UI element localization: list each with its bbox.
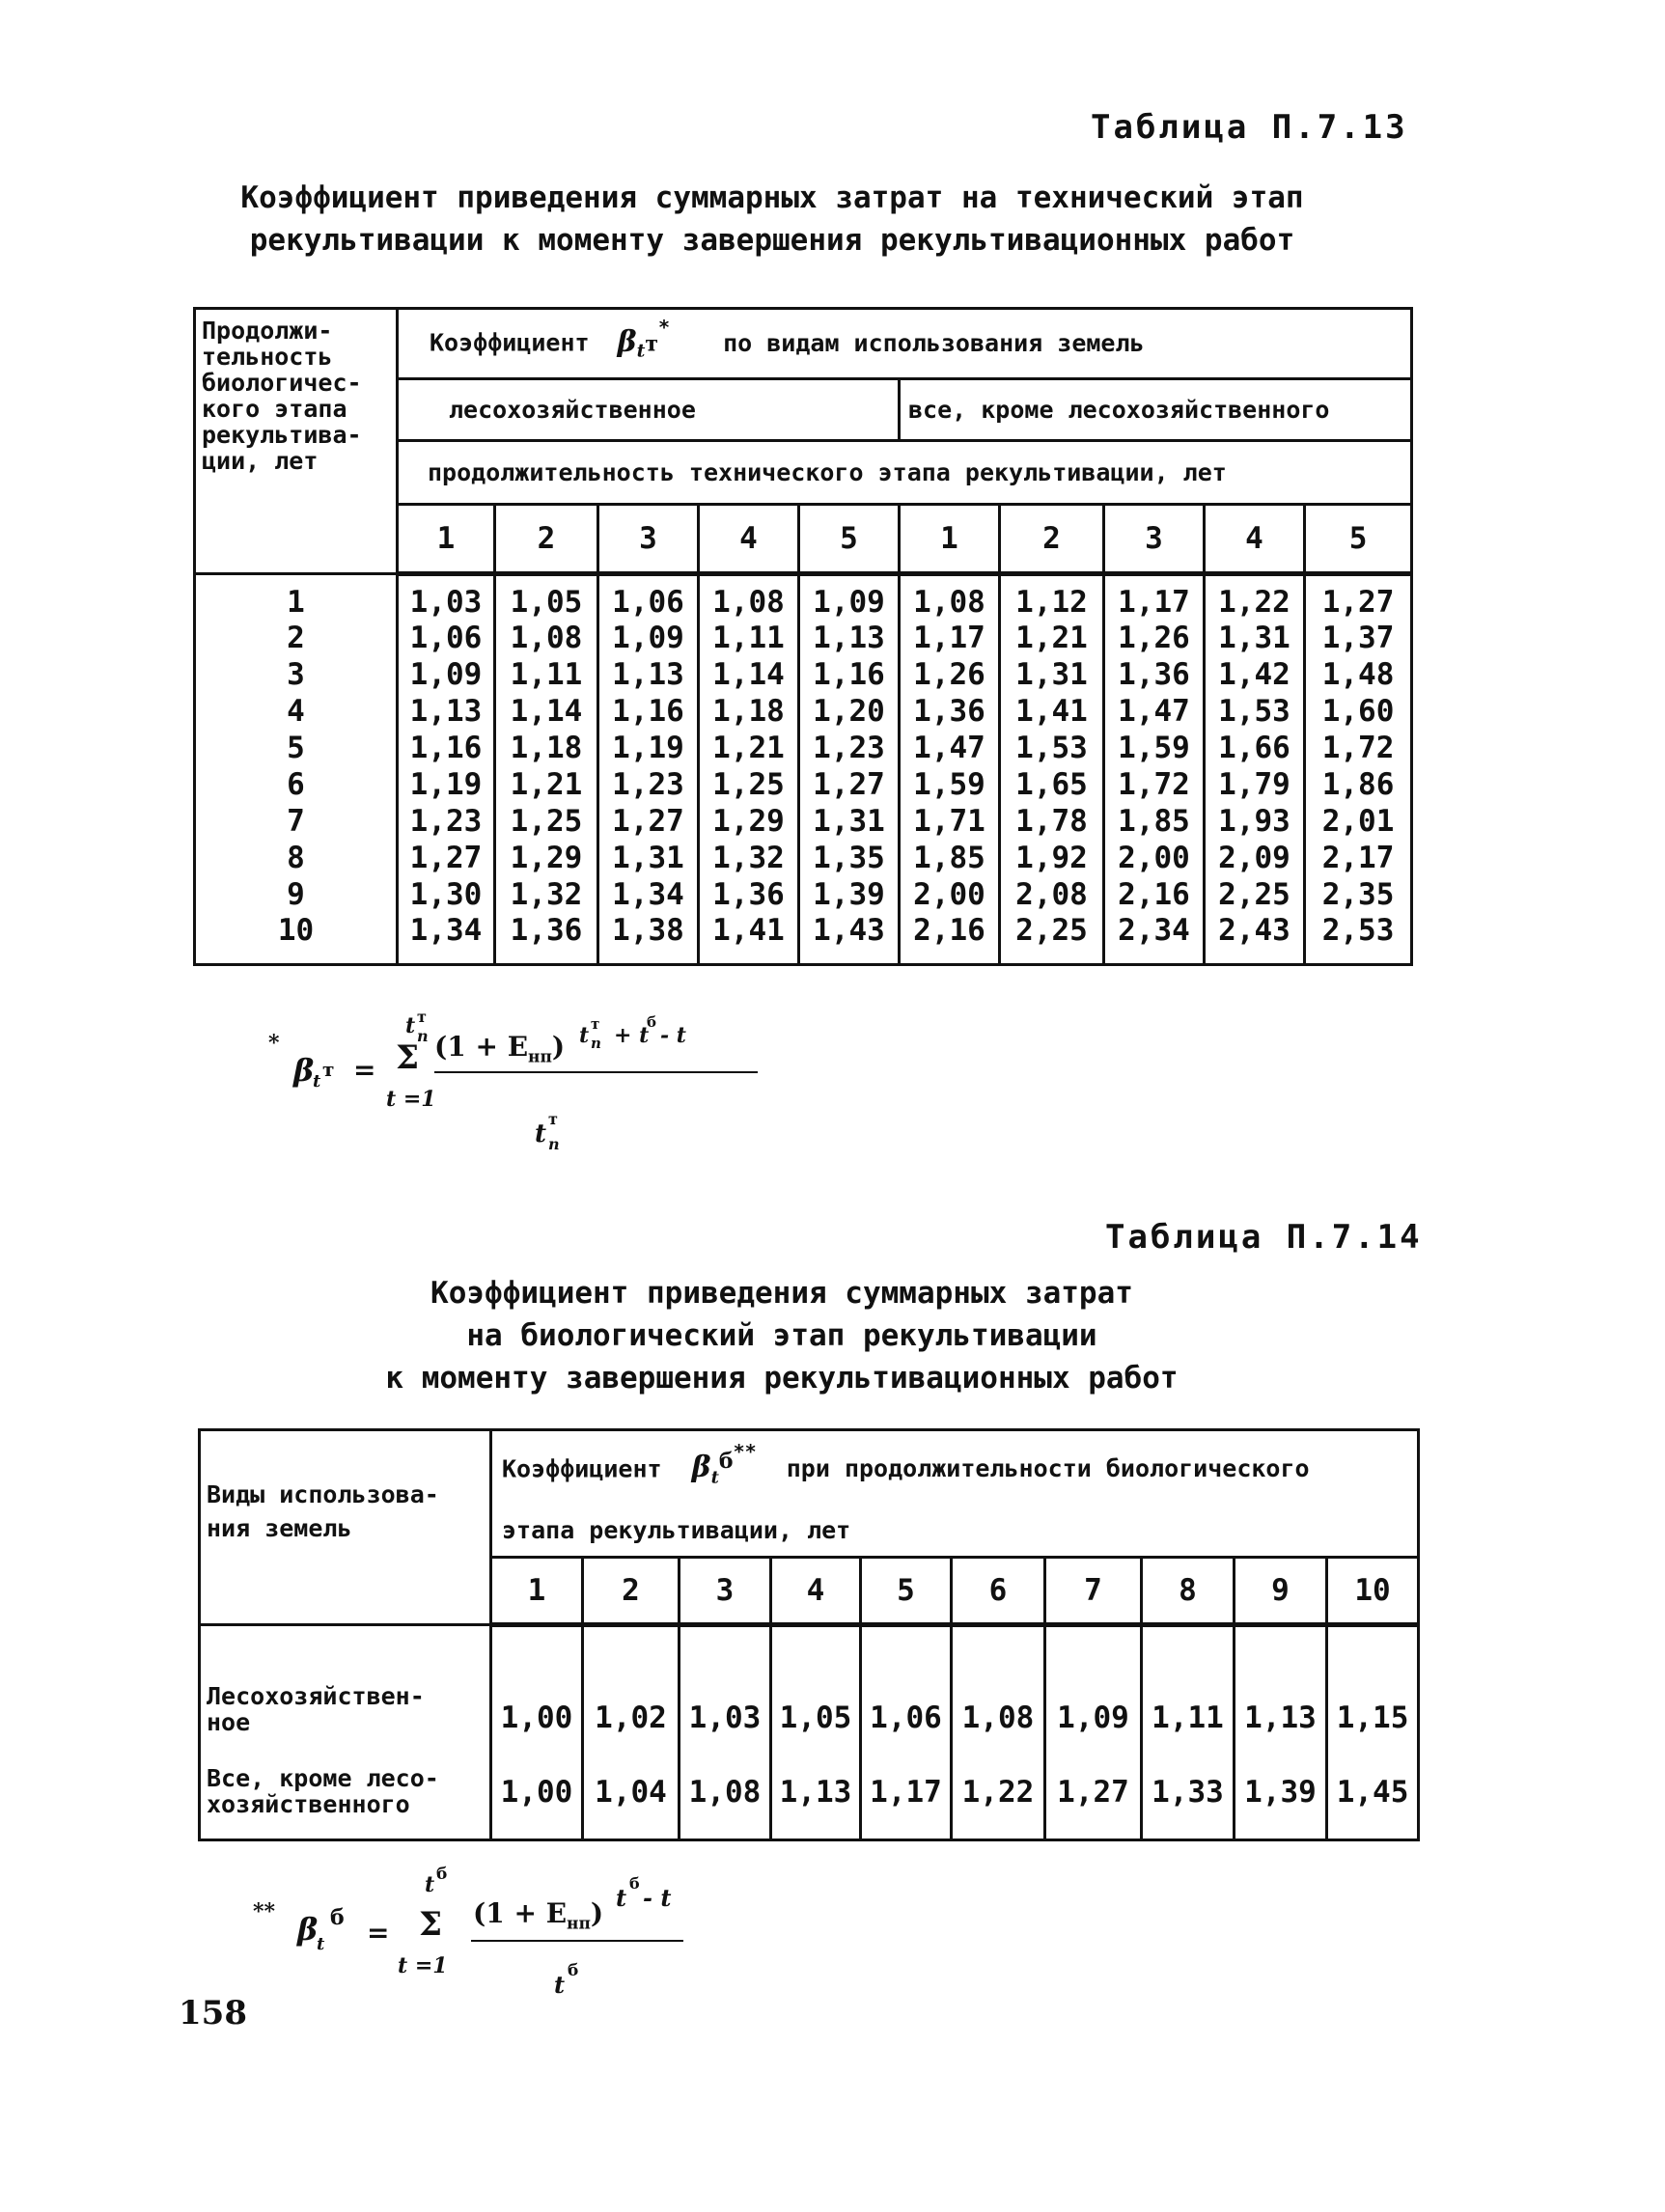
denominator-base: t — [554, 1971, 566, 1999]
value-cell: 1,21 — [1000, 620, 1104, 656]
beta-sup: т — [322, 1058, 335, 1081]
value-cell: 2,09 — [1205, 840, 1305, 876]
corner-line: Продолжи- — [202, 317, 333, 345]
value-cell: 1,71 — [900, 803, 1000, 840]
beta-sup: б — [718, 1449, 734, 1474]
col-year: 3 — [1104, 505, 1205, 574]
exponent-rest-sup: б — [647, 1013, 657, 1031]
table-row — [195, 876, 1412, 913]
col-year: 1 — [491, 1558, 583, 1625]
table-row — [200, 1625, 1419, 1749]
beta-symbol: β — [691, 1451, 711, 1485]
value-cell: 1,47 — [900, 730, 1000, 766]
value-cell: 1,13 — [799, 620, 900, 656]
value-cell: 1,59 — [900, 766, 1000, 803]
value-cell: 1,29 — [495, 840, 598, 876]
sum-upper-sub: п — [417, 1027, 429, 1045]
corner-line: биологичес- — [202, 369, 362, 397]
coef-header-prefix: Коэффициент — [502, 1454, 662, 1483]
value-cell: 1,05 — [771, 1625, 861, 1749]
row-year-cell: 5 — [195, 730, 398, 766]
numerator-base: (1 + E — [473, 1897, 568, 1929]
formula2 — [253, 1865, 707, 2017]
value-cell: 1,38 — [598, 913, 699, 965]
row-label-line: ное — [207, 1707, 251, 1736]
value-cell: 1,23 — [799, 730, 900, 766]
value-cell: 1,20 — [799, 693, 900, 730]
value-cell: 1,00 — [491, 1749, 583, 1840]
value-cell: 1,06 — [598, 574, 699, 620]
col-year: 8 — [1142, 1558, 1235, 1625]
value-cell: 1,60 — [1305, 693, 1412, 730]
numerator-base: (1 + E — [434, 1031, 529, 1063]
value-cell: 1,32 — [495, 876, 598, 913]
fraction-bar — [434, 1071, 758, 1073]
exponent-base: t — [579, 1023, 590, 1048]
value-cell: 1,93 — [1205, 803, 1305, 840]
equals-sign: = — [353, 1054, 376, 1086]
value-cell: 1,72 — [1305, 730, 1412, 766]
row-label-line: Все, кроме лесо- — [207, 1764, 439, 1792]
row-year-cell: 6 — [195, 766, 398, 803]
coef-header-suffix: при продолжительности биологического — [786, 1454, 1310, 1483]
col-year: 10 — [1327, 1558, 1419, 1625]
value-cell: 1,39 — [799, 876, 900, 913]
sum-symbol: Σ — [396, 1038, 420, 1077]
value-cell: 1,08 — [699, 574, 799, 620]
value-cell: 1,11 — [699, 620, 799, 656]
value-cell: 1,02 — [583, 1625, 680, 1749]
value-cell: 1,03 — [398, 574, 495, 620]
footnote-star: * — [657, 316, 671, 340]
value-cell: 1,47 — [1104, 693, 1205, 730]
table2-title-line2: на биологический этап рекультивации — [466, 1318, 1097, 1353]
value-cell: 1,16 — [799, 656, 900, 693]
value-cell: 1,27 — [598, 803, 699, 840]
value-cell: 1,79 — [1205, 766, 1305, 803]
formula2-numerator — [473, 1897, 603, 1934]
value-cell: 1,09 — [1045, 1625, 1142, 1749]
value-cell: 1,06 — [398, 620, 495, 656]
table1-label: Таблица П.7.13 — [1091, 108, 1408, 147]
value-cell: 2,01 — [1305, 803, 1412, 840]
exponent-tail: - t — [660, 1023, 686, 1048]
table1-title — [164, 177, 1380, 262]
value-cell: 1,41 — [699, 913, 799, 965]
value-cell: 1,42 — [1205, 656, 1305, 693]
value-cell: 1,66 — [1205, 730, 1305, 766]
value-cell: 1,31 — [598, 840, 699, 876]
value-cell: 2,08 — [1000, 876, 1104, 913]
row-year-cell: 4 — [195, 693, 398, 730]
value-cell: 2,43 — [1205, 913, 1305, 965]
value-cell: 2,25 — [1205, 876, 1305, 913]
value-cell: 1,18 — [699, 693, 799, 730]
value-cell: 1,09 — [398, 656, 495, 693]
value-cell: 2,34 — [1104, 913, 1205, 965]
table-row — [200, 1749, 1419, 1840]
denominator-sup: т — [548, 1110, 558, 1128]
value-cell: 1,37 — [1305, 620, 1412, 656]
value-cell: 1,92 — [1000, 840, 1104, 876]
value-cell: 1,19 — [398, 766, 495, 803]
value-cell: 1,27 — [1045, 1749, 1142, 1840]
table-row — [195, 840, 1412, 876]
table-row — [195, 620, 1412, 656]
value-cell: 1,08 — [495, 620, 598, 656]
sum-upper: t — [425, 1872, 435, 1897]
value-cell: 1,12 — [1000, 574, 1104, 620]
beta-sub: t — [636, 340, 646, 362]
exponent-base: t — [616, 1884, 627, 1912]
table-row — [195, 574, 1412, 620]
value-cell: 1,39 — [1235, 1749, 1327, 1840]
coef-header-suffix: по видам использования земель — [723, 328, 1145, 357]
exponent-rest: + t — [614, 1023, 650, 1048]
footnote-star: ** — [253, 1899, 276, 1924]
table-row — [195, 730, 1412, 766]
col-year: 4 — [699, 505, 799, 574]
col-year: 3 — [598, 505, 699, 574]
value-cell: 2,53 — [1305, 913, 1412, 965]
value-cell: 1,31 — [1000, 656, 1104, 693]
page-number: 158 — [179, 1994, 247, 2032]
table1-title-line1: Коэффициент приведения суммарных затрат на технический этап — [240, 180, 1304, 215]
table2-title-line3: к моменту завершения рекультивационных работ — [385, 1361, 1179, 1396]
row-label-line: хозяйственного — [207, 1790, 410, 1818]
value-cell: 1,33 — [1142, 1749, 1235, 1840]
corner-line: тельность — [202, 343, 333, 371]
row-year-cell: 7 — [195, 803, 398, 840]
col-year: 7 — [1045, 1558, 1142, 1625]
denominator-sup: б — [568, 1961, 579, 1980]
beta-sub: t — [710, 1467, 719, 1488]
col-year: 5 — [799, 505, 900, 574]
numerator-sub: нп — [567, 1914, 591, 1934]
value-cell: 1,59 — [1104, 730, 1205, 766]
table1-duration-header: продолжительность технического этапа рекультивации, лет — [398, 441, 1412, 505]
table2-label: Таблица П.7.14 — [1105, 1218, 1423, 1257]
value-cell: 1,00 — [491, 1625, 583, 1749]
value-cell: 1,16 — [398, 730, 495, 766]
value-cell: 1,35 — [799, 840, 900, 876]
denominator-sub: п — [548, 1135, 560, 1153]
coef-header-prefix: Коэффициент — [430, 328, 590, 357]
beta-sub: t — [317, 1934, 325, 1954]
value-cell: 1,19 — [598, 730, 699, 766]
corner-line: Виды использова- — [207, 1480, 439, 1508]
value-cell: 1,23 — [398, 803, 495, 840]
fraction-bar — [471, 1940, 683, 1942]
row-year-cell: 1 — [195, 574, 398, 620]
numerator-close: ) — [551, 1031, 566, 1063]
equals-sign: = — [367, 1917, 390, 1949]
corner-line: ции, лет — [202, 447, 319, 475]
col-year: 5 — [1305, 505, 1412, 574]
table2-coef-line1 — [502, 1440, 1417, 1490]
col-year: 2 — [495, 505, 598, 574]
sum-upper-sup: б — [436, 1865, 448, 1884]
value-cell: 1,11 — [495, 656, 598, 693]
value-cell: 1,27 — [799, 766, 900, 803]
table2-coef-header — [491, 1430, 1419, 1558]
beta-sub: t — [313, 1071, 321, 1092]
table1-title-line2: рекультивации к моменту завершения рекультивационных работ — [249, 223, 1295, 258]
table-row — [195, 693, 1412, 730]
value-cell: 1,34 — [598, 876, 699, 913]
value-cell: 2,17 — [1305, 840, 1412, 876]
value-cell: 1,23 — [598, 766, 699, 803]
footnote-star: * — [268, 1031, 280, 1056]
beta-sup: б — [330, 1905, 345, 1930]
value-cell: 1,17 — [1104, 574, 1205, 620]
value-cell: 1,27 — [398, 840, 495, 876]
corner-line: ния земель — [207, 1514, 352, 1542]
table1-body — [195, 574, 1412, 965]
numerator-sub: нп — [528, 1047, 552, 1067]
value-cell: 1,13 — [598, 656, 699, 693]
value-cell: 1,25 — [495, 803, 598, 840]
exponent-sup: б — [629, 1874, 640, 1893]
denominator-base: t — [535, 1120, 547, 1148]
formula1 — [261, 1008, 763, 1168]
value-cell: 1,04 — [583, 1749, 680, 1840]
value-cell: 1,85 — [900, 840, 1000, 876]
col-year: 1 — [398, 505, 495, 574]
value-cell: 1,08 — [680, 1749, 771, 1840]
value-cell: 1,27 — [1305, 574, 1412, 620]
sum-upper-sup: т — [417, 1008, 427, 1026]
table1-coef-header — [398, 309, 1412, 379]
value-cell: 2,00 — [1104, 840, 1205, 876]
value-cell: 1,29 — [699, 803, 799, 840]
value-cell: 1,16 — [598, 693, 699, 730]
value-cell: 1,26 — [1104, 620, 1205, 656]
value-cell: 1,22 — [952, 1749, 1045, 1840]
table2-corner-header — [200, 1430, 491, 1625]
value-cell: 2,35 — [1305, 876, 1412, 913]
corner-line: рекультива- — [202, 421, 362, 449]
table1-group-other: все, кроме лесохозяйственного — [900, 379, 1412, 441]
value-cell: 1,13 — [1235, 1625, 1327, 1749]
row-label-line: Лесохозяйствен- — [207, 1681, 425, 1710]
value-cell: 1,65 — [1000, 766, 1104, 803]
row-year-cell: 9 — [195, 876, 398, 913]
value-cell: 1,09 — [598, 620, 699, 656]
value-cell: 1,53 — [1205, 693, 1305, 730]
value-cell: 1,78 — [1000, 803, 1104, 840]
row-label-cell — [200, 1625, 491, 1749]
value-cell: 1,32 — [699, 840, 799, 876]
value-cell: 1,36 — [495, 913, 598, 965]
value-cell: 1,11 — [1142, 1625, 1235, 1749]
col-year: 2 — [1000, 505, 1104, 574]
value-cell: 1,31 — [799, 803, 900, 840]
value-cell: 1,13 — [398, 693, 495, 730]
col-year: 5 — [861, 1558, 952, 1625]
value-cell: 1,36 — [900, 693, 1000, 730]
numerator-close: ) — [590, 1897, 604, 1929]
row-year-cell: 10 — [195, 913, 398, 965]
footnote-star: ** — [733, 1440, 757, 1463]
value-cell: 1,03 — [680, 1625, 771, 1749]
value-cell: 1,34 — [398, 913, 495, 965]
value-cell: 1,86 — [1305, 766, 1412, 803]
corner-line: кого этапа — [202, 395, 347, 423]
value-cell: 2,00 — [900, 876, 1000, 913]
value-cell: 1,53 — [1000, 730, 1104, 766]
value-cell: 1,43 — [799, 913, 900, 965]
value-cell: 1,17 — [861, 1749, 952, 1840]
table-row — [195, 803, 1412, 840]
value-cell: 1,41 — [1000, 693, 1104, 730]
value-cell: 1,13 — [771, 1749, 861, 1840]
value-cell: 1,22 — [1205, 574, 1305, 620]
col-year: 4 — [771, 1558, 861, 1625]
value-cell: 1,48 — [1305, 656, 1412, 693]
value-cell: 1,21 — [699, 730, 799, 766]
beta-symbol: β — [293, 1052, 315, 1089]
value-cell: 2,16 — [1104, 876, 1205, 913]
value-cell: 1,45 — [1327, 1749, 1419, 1840]
table-row — [195, 656, 1412, 693]
beta-symbol: β — [617, 324, 637, 359]
value-cell: 1,06 — [861, 1625, 952, 1749]
beta-sup: т — [645, 331, 658, 357]
value-cell: 1,18 — [495, 730, 598, 766]
table2-title — [319, 1272, 1245, 1399]
col-year: 2 — [583, 1558, 680, 1625]
exponent-sub: п — [591, 1035, 601, 1052]
col-year: 4 — [1205, 505, 1305, 574]
beta-symbol: β — [297, 1911, 319, 1948]
col-year: 1 — [900, 505, 1000, 574]
exponent-tail: - t — [643, 1884, 672, 1912]
value-cell: 1,21 — [495, 766, 598, 803]
value-cell: 1,36 — [699, 876, 799, 913]
value-cell: 1,14 — [495, 693, 598, 730]
table-row — [195, 766, 1412, 803]
value-cell: 1,36 — [1104, 656, 1205, 693]
value-cell: 2,16 — [900, 913, 1000, 965]
col-year: 6 — [952, 1558, 1045, 1625]
table1 — [193, 307, 1413, 966]
value-cell: 2,25 — [1000, 913, 1104, 965]
value-cell: 1,08 — [952, 1625, 1045, 1749]
formula1-numerator — [434, 1031, 565, 1067]
col-year: 3 — [680, 1558, 771, 1625]
value-cell: 1,31 — [1205, 620, 1305, 656]
sum-lower: t =1 — [398, 1953, 448, 1978]
value-cell: 1,26 — [900, 656, 1000, 693]
value-cell: 1,05 — [495, 574, 598, 620]
value-cell: 1,09 — [799, 574, 900, 620]
value-cell: 1,17 — [900, 620, 1000, 656]
value-cell: 1,85 — [1104, 803, 1205, 840]
table2-body — [200, 1625, 1419, 1840]
row-year-cell: 2 — [195, 620, 398, 656]
value-cell: 1,25 — [699, 766, 799, 803]
sum-lower: t =1 — [386, 1087, 436, 1112]
row-year-cell: 8 — [195, 840, 398, 876]
table1-corner-header — [195, 309, 398, 574]
value-cell: 1,08 — [900, 574, 1000, 620]
sum-symbol: Σ — [419, 1905, 443, 1944]
table-row — [195, 913, 1412, 965]
col-year: 9 — [1235, 1558, 1327, 1625]
value-cell: 1,14 — [699, 656, 799, 693]
table2 — [198, 1428, 1420, 1841]
table2-title-line1: Коэффициент приведения суммарных затрат — [430, 1276, 1133, 1311]
table1-group-forest: лесохозяйственное — [398, 379, 900, 441]
table2-coef-line2: этапа рекультивации, лет — [502, 1516, 851, 1545]
value-cell: 1,72 — [1104, 766, 1205, 803]
row-year-cell: 3 — [195, 656, 398, 693]
sum-upper: t — [405, 1013, 416, 1038]
exponent-sup: т — [591, 1015, 600, 1033]
value-cell: 1,30 — [398, 876, 495, 913]
value-cell: 1,15 — [1327, 1625, 1419, 1749]
row-label-cell — [200, 1749, 491, 1840]
